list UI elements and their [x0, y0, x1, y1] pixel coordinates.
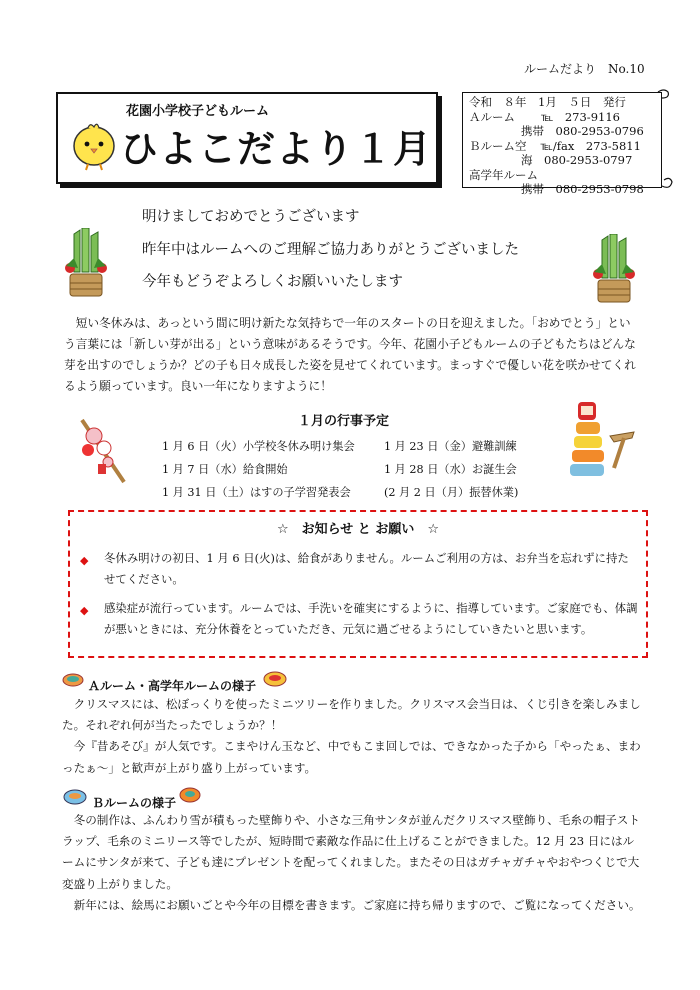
section-a-body: [62, 694, 642, 779]
b-tel-label: ℡/fax: [540, 138, 575, 153]
masthead: [56, 92, 438, 184]
info-box: [462, 92, 662, 196]
kadomatsu-icon: [590, 234, 638, 310]
section-a-paragraph: 今『昔あそび』が人気です。こまやけん玉など、中でもこま回しでは、できなかった子から「やったぁ、まわったぁ～」と歓声が上がり盛り上がっています。: [62, 739, 641, 775]
chick-icon: [70, 120, 118, 176]
section-b-paragraph: 冬の制作は、ふんわり雪が積もった壁飾りや、小さな三角サンタが並んだクリスマス壁飾り、毛糸の帽子ストラップ、毛糸のミニリース等でしたが、短時間で素敵な作品に仕上げることができました。12 月 23 日にはルームにサンタが来て、子ども達にプレゼントを配ってくれました。またその日はガチャガチャやおやつくじで大変盛り上がりました。: [62, 813, 640, 891]
event-item: 1 月 31 日（土）はすの子学習発表会: [162, 486, 351, 499]
daruma-icon: [566, 400, 606, 484]
event-item: 1 月 6 日（火）小学校冬休み明け集会: [162, 440, 355, 453]
a-mobile-label: 携帯: [521, 124, 544, 138]
masthead-title: ひよこだより１月: [120, 127, 433, 171]
event-item: 1 月 28 日（水）お誕生会: [384, 463, 517, 476]
events-title: １月の行事予定: [298, 414, 390, 429]
section-a-title: Ａルーム・高学年ルームの様子: [88, 679, 257, 693]
section-b-paragraph: 新年には、絵馬にお願いごとや今年の目標を書きます。ご家庭に持ち帰りますので、ご覧になってください。: [73, 897, 641, 912]
lucky-arrow-icon: [74, 416, 130, 490]
a-room-label: Ａルーム: [469, 109, 515, 124]
section-a-paragraph: クリスマスには、松ぼっくりを使ったミニツリーを作りました。クリスマス会当日は、くじ引きを楽しみました。それぞれ何が当たったでしょうか？！: [62, 697, 641, 733]
greeting-line: 今年もどうぞよろしくお願いいたします: [142, 274, 403, 290]
notice-item: 感染症が流行っています。ルームでは、手洗いを確実にするように、指導しています。ご家庭でも、体調が悪いときには、充分休養をとっていただき、元気に過ごせるようにしていきたいと思います。: [104, 601, 638, 636]
notice-title: ☆ お知らせ と お願い ☆: [277, 522, 439, 537]
event-item: 1 月 23 日（金）避難訓練: [384, 440, 517, 453]
kendama-icon: [606, 428, 638, 476]
scroll-curl-icon: [660, 172, 674, 196]
b-sky-label: 海: [521, 153, 533, 167]
event-item: 1 月 7 日（水）給食開始: [162, 463, 288, 476]
koma-top-icon: [178, 786, 202, 808]
issue-date: 令和 ８年 1月 ５日 発行: [469, 95, 626, 109]
diamond-bullet-icon: ◆: [80, 554, 89, 567]
notice-item: 冬休み明けの初日、1 月 6 日(火)は、給食がありません。ルームご利用の方は、お弁当を忘れずに持たせてください。: [104, 551, 629, 586]
koma-top-icon: [262, 670, 288, 692]
b-room-label: Ｂルーム空: [469, 138, 527, 153]
greeting-line: 昨年中はルームへのご理解ご協力ありがとうございました: [142, 242, 519, 258]
koma-top-icon: [62, 672, 84, 692]
scroll-curl-icon: [656, 88, 672, 112]
issue-number: ルームだより No.10: [524, 62, 645, 76]
greeting-line: 明けましておめでとうございます: [142, 209, 360, 225]
b-tel: 273-5811: [585, 138, 641, 153]
upper-mobile: 080-2953-0798: [555, 182, 644, 196]
koma-top-icon: [62, 788, 88, 810]
masthead-subtitle: 花園小学校子どもルーム: [126, 104, 270, 119]
upper-mobile-label: 携帯: [521, 182, 544, 196]
kadomatsu-icon: [62, 228, 110, 304]
a-tel: 273-9116: [564, 109, 620, 124]
section-b-title: Ｂルームの様子: [92, 796, 177, 810]
section-b-body: [62, 810, 642, 916]
a-mobile: 080-2953-0796: [555, 124, 644, 138]
b-mobile: 080-2953-0797: [544, 153, 633, 167]
a-tel-label: ℡: [541, 109, 554, 124]
diamond-bullet-icon: ◆: [80, 604, 89, 617]
intro-paragraph: 短い冬休みは、あっという間に明け新たな気持ちで一年のスタートの日を迎えました。「おめでとう」という言葉には「新しい芽が出る」という意味があるそうです。今年、花園小子どもルームの子どもたちはどんな芽を出すのでしょうか？どの子も日々成長した姿を見せてくれています。まっすぐで優しい花を咲かせてくれるよう願っています。良い一年になりますように！: [64, 316, 636, 393]
event-item: (2 月 2 日（月）振替休業): [384, 486, 519, 499]
notice-box: [68, 510, 648, 658]
upper-room-label: 高学年ルーム: [469, 167, 538, 182]
